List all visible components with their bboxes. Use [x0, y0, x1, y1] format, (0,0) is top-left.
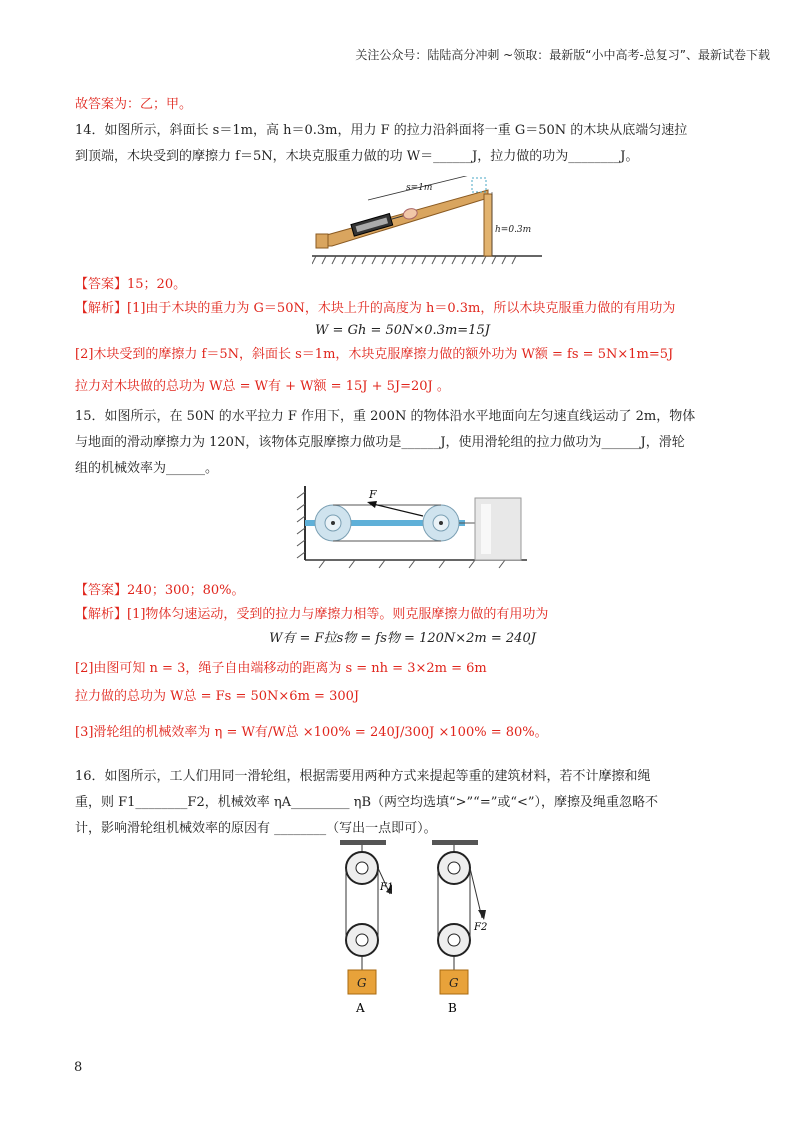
fig-label-F2: F2: [474, 922, 488, 933]
q15-analysis-3: 拉力做的总功为 W总 = Fs = 50N×6m = 300J: [75, 689, 360, 704]
fig-label-F: F: [369, 488, 377, 501]
q15-line3: 组的机械效率为______。: [75, 461, 219, 476]
q14-analysis-2: [2]木块受到的摩擦力 f＝5N，斜面长 s＝1m，木块克服摩擦力做的额外功为 W额 = fs = 5N×1m=5J: [75, 347, 674, 362]
q16-line3: 计，影响滑轮组机械效率的原因有 ________（写出一点即可）。: [75, 821, 437, 836]
q14-analysis-1: 【解析】[1]由于木块的重力为 G＝50N，木块上升的高度为 h＝0.3m，所以木块克服重力做的有用功为: [75, 301, 676, 316]
q15-analysis-1: 【解析】[1]物体匀速运动，受到的拉力与摩擦力相等。则克服摩擦力做的有用功为: [75, 607, 549, 622]
q15-line2: 与地面的滑动摩擦力为 120N，该物体克服摩擦力做功是______J，使用滑轮组的拉力做功为______J，滑轮: [75, 435, 685, 450]
page-header: 关注公众号：陆陆高分冲刺 ~领取：最新版“小中高考-总复习”、最新试卷下载: [355, 48, 770, 62]
fig-label-F1: F1: [380, 882, 394, 893]
q14-equation-1: W = Gh = 50N×0.3m=15J: [315, 323, 490, 338]
q15-analysis-2: [2]由图可知 n = 3，绳子自由端移动的距离为 s = nh = 3×2m = 6m: [75, 661, 487, 676]
q14-line2: 到顶端，木块受到的摩擦力 f＝5N，木块克服重力做的功 W＝______J，拉力做的功为________J。: [75, 149, 639, 164]
q14-analysis-3: 拉力对木块做的总功为 W总 = W有 + W额 = 15J + 5J=20J 。: [75, 379, 450, 394]
fig-label-B: B: [448, 1001, 457, 1015]
fig-label-G-A: G: [357, 976, 367, 990]
pulley-horizontal-figure: [295, 486, 527, 572]
q15-answer: 【答案】240；300；80%。: [75, 583, 245, 598]
pulley-vertical-figure: [320, 840, 500, 1020]
q16-line2: 重，则 F1________F2，机械效率 ηA_________ ηB（两空均选填“>”“=”或“<”），摩擦及绳重忽略不: [75, 795, 659, 810]
q14-answer: 【答案】15；20。: [75, 277, 187, 292]
q15-analysis-4: [3]滑轮组的机械效率为 η = W有/W总 ×100% = 240J/300J ×100% = 80%。: [75, 725, 548, 740]
q14-line1: 14．如图所示，斜面长 s＝1m，高 h＝0.3m，用力 F 的拉力沿斜面将一重 G＝50N 的木块从底端匀速拉: [75, 123, 688, 138]
page-number: 8: [74, 1060, 83, 1075]
q16-line1: 16．如图所示，工人们用同一滑轮组，根据需要用两种方式来提起等重的建筑材料，若不计摩擦和绳: [75, 769, 651, 784]
q15-equation-1: W有 = F拉s物 = fs物 = 120N×2m = 240J: [269, 631, 536, 646]
fig-label-h: h=0.3m: [495, 225, 532, 235]
fig-label-A: A: [356, 1001, 365, 1015]
incline-figure: [312, 176, 542, 268]
q15-line1: 15．如图所示，在 50N 的水平拉力 F 作用下，重 200N 的物体沿水平地面向左匀速直线运动了 2m，物体: [75, 409, 696, 424]
fig-label-G-B: G: [449, 976, 459, 990]
fig-label-s: s=1m: [406, 183, 433, 193]
prev-answer: 故答案为：乙；甲。: [75, 97, 193, 112]
